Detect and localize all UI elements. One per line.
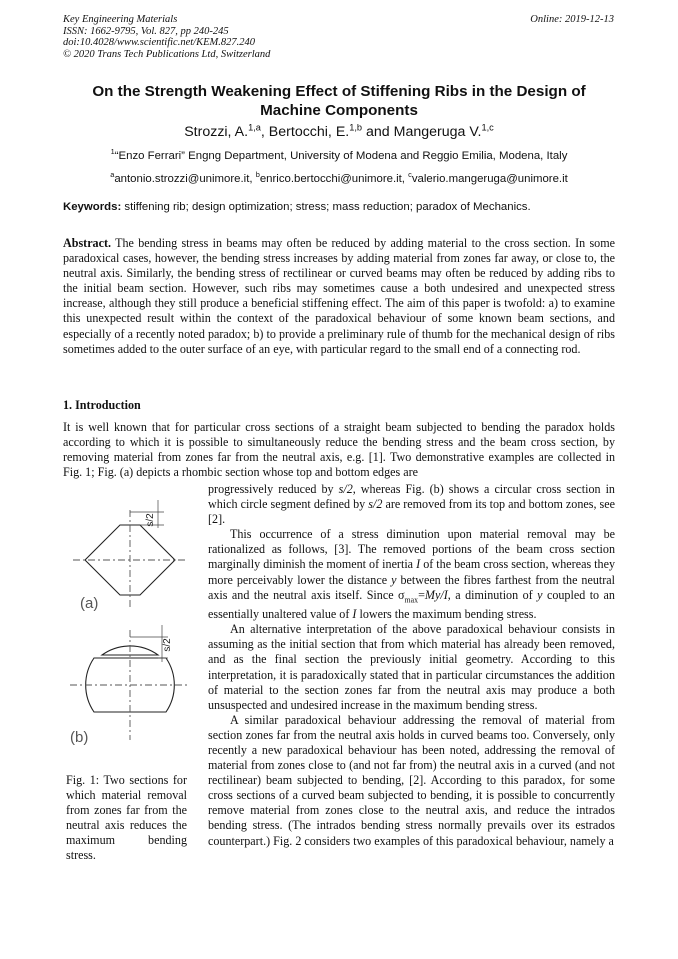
figure-1-drawing (58, 490, 198, 760)
y-symbol: y (391, 572, 397, 587)
inertia-symbol: I (352, 607, 357, 622)
p1-cont-a: progressively reduced by (208, 482, 334, 496)
figure-label-a: (a) (80, 595, 99, 612)
abstract-label: Abstract. (63, 236, 112, 250)
figure-1 (58, 490, 198, 760)
dim-b-label: s/2 (162, 638, 173, 652)
body-column (208, 482, 615, 849)
online-date: Online: 2019-12-13 (530, 14, 614, 25)
p2-a: This occurrence of a stress diminution upon material removal may be rationalized as follows, [3]. The removed portions of the beam cross section marginally diminish the moment of inertia (208, 527, 615, 572)
abstract-text: The bending stress in beams may often be reduced by adding material to the cross section. In some paradoxical cases, however, the bending stress increases by adding material from zones far away, or close to, the neutral axis. Similarly, the bending stress of rectilinear or curved beams may often be reduced by adding ribs to the initial beam section. However, such ribs may sometimes cause a both undesired and unexpected stress increase, although they still produce a beneficial stiffening effect. The aim of this paper is twofold: a) to examine this unexpected result within the context of the paradoxical behaviour of some known beam sections, and especially of a recently noted paradox; b) to provide a preliminary rule of thumb for the mechanical design of ribs sometimes added to the outer surface of an eye, with particular regard to the small end of a connecting rod. (63, 236, 615, 356)
email-b[interactable]: enrico.bertocchi@unimore.it, (259, 173, 405, 185)
p2-c: between the fibres farthest from the neutral axis and the neutral axis itself. Since σ (208, 572, 615, 602)
emails (63, 170, 615, 185)
intro-paragraph-1: It is well known that for particular cross sections of a straight beam subjected to bending the paradox holds according to which it is possible to simultaneously reduce the bending stress and the beam cross section, by removing material from zones far from the neutral axis, e.g. [1]. Two demonstrative examples are collected in Fig. 1; Fig. (a) depicts a rhombic section whose top and bottom edges are (63, 420, 615, 480)
p1-cont-b: , whereas Fig. (b) shows a circular cross section in which circle segment defined by (208, 482, 615, 512)
affiliation (63, 147, 615, 162)
and-word: and (366, 124, 390, 140)
figure-label-b: (b) (70, 729, 89, 746)
copyright: © 2020 Trans Tech Publications Ltd, Switzerland (63, 48, 271, 60)
dim-a-label: s/2 (145, 513, 156, 527)
section-heading-introduction: 1. Introduction (63, 398, 141, 412)
keywords (63, 201, 615, 213)
intro-paragraph-2 (208, 527, 615, 622)
intro-paragraph-1-cont (208, 482, 615, 527)
issn: ISSN: 1662-9795, Vol. 827, pp 240-245 (63, 25, 229, 37)
keywords-text: stiffening rib; design optimization; stress; mass reduction; paradox of Mechanics. (124, 201, 531, 213)
author-1-sup: 1,a (248, 122, 261, 133)
p2-e: , a diminution of (447, 587, 533, 602)
p1-cont-c: are removed from its top and bottom zones, see [2]. (208, 497, 615, 527)
p2-f: coupled to an essentially unaltered value of (208, 587, 615, 622)
author-2-sup: 1,b (349, 122, 363, 133)
affiliation-sup: 1 (110, 147, 115, 157)
author-3: Mangeruga V. (393, 124, 482, 140)
journal-header (63, 14, 270, 60)
author-3-sup: 1,c (481, 122, 494, 133)
paper-title: On the Strength Weakening Effect of Stiffening Ribs in the Design of Machine Components (92, 83, 586, 119)
doi: doi:10.4028/www.scientific.net/KEM.827.240 (63, 37, 255, 49)
max-subscript: max (404, 595, 419, 605)
email-a-sup: a (110, 170, 115, 180)
author-2: Bertocchi, E. (268, 124, 350, 140)
stress-formula: My/I (424, 587, 448, 602)
author-1: Strozzi, A. (184, 124, 249, 140)
email-c[interactable]: valerio.mangeruga@unimore.it (411, 173, 568, 185)
inertia-symbol: I (416, 557, 421, 572)
email-a[interactable]: antonio.strozzi@unimore.it, (114, 173, 253, 185)
p2-g: lowers the maximum bending stress. (359, 607, 537, 622)
s2-symbol: s/2 (338, 482, 353, 496)
intro-paragraph-3: An alternative interpretation of the above paradoxical behaviour consists in assuming as the initial section that from which material has already been removed, and as the final section the previously initial geometry. According to this interpretation, it is paradoxically stated that in particular circumstances the addition of material to the section zones far from the neutral axis may produce a both unsuspected and undesired increase in the maximum bending stress. (208, 622, 615, 712)
authors: Strozzi, A.$^{1,a}$, Bertocchi, E.$^{1,b}$ and Mangeruga V.$^{1,c}$ (184, 122, 494, 140)
p2-b: of the beam cross section, whereas they more perceivably lower the distance (208, 557, 616, 587)
p2-d: = (418, 587, 425, 602)
s2-symbol: s/2 (368, 497, 383, 512)
keywords-label: Keywords: (63, 201, 122, 213)
intro-paragraph-4: A similar paradoxical behaviour addressing the removal of material from section zones far from the neutral axis holds in curved beams too. Conversely, only recently a new paradoxical behaviour has been noted, addressing the removal of material from zones close to (and not far from) the neutral axis in a curved (and not rectilinear) beam subjected to bending, [2]. According to this paradox, for some cross sections of a curved beam subjected to bending, it is possible to concurrently remove material from zones close to the neutral axis, and reduce the intrados bending stress. (The intrados bending stress normally prevails over its estrados counterpart.) Fig. 2 considers two examples of this paradoxical behaviour, namely a (208, 712, 615, 848)
affiliation-text: “Enzo Ferrari” Engng Department, University of Modena and Reggio Emilia, Modena, Italy (114, 150, 568, 162)
email-b-sup: b (255, 170, 260, 180)
y-symbol: y (537, 587, 543, 602)
journal-name: Key Engineering Materials (63, 14, 178, 25)
email-c-sup: c (408, 170, 412, 180)
abstract (63, 236, 615, 357)
figure-1-caption: Fig. 1: Two sections for which material removal from zones far from the neutral axis reduces the maximum bending stress. (66, 773, 187, 863)
